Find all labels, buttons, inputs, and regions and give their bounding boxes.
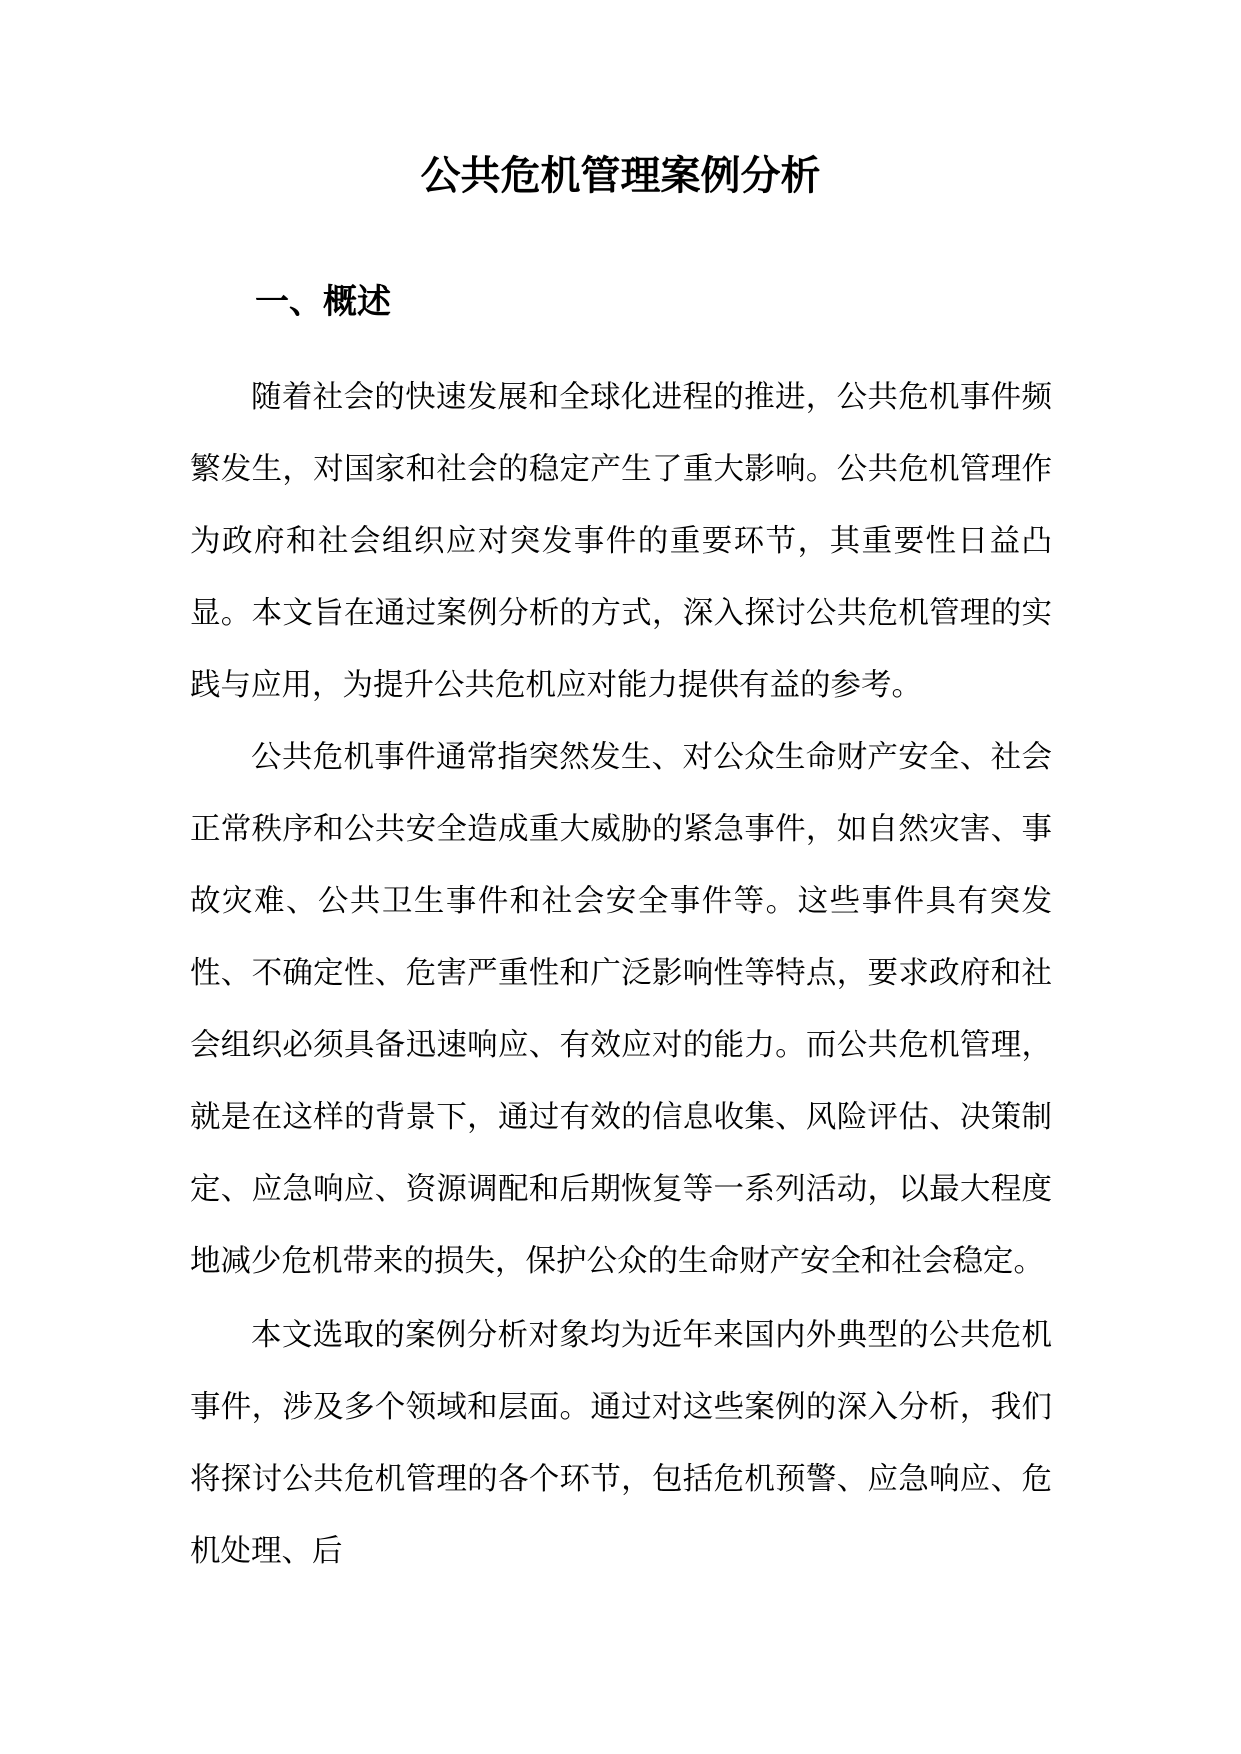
body-paragraph: 随着社会的快速发展和全球化进程的推进，公共危机事件频繁发生，对国家和社会的稳定产生了重大影响。公共危机管理作为政府和社会组织应对突发事件的重要环节，其重要性日益凸显。本文旨在通过案例分析的方式，深入探讨公共危机管理的实践与应用，为提升公共危机应对能力提供有益的参考。 [190, 380, 1052, 703]
body-paragraph: 公共危机事件通常指突然发生、对公众生命财产安全、社会正常秩序和公共安全造成重大威胁的紧急事件，如自然灾害、事故灾难、公共卫生事件和社会安全事件等。这些事件具有突发性、不确定性、危害严重性和广泛影响性等特点，要求政府和社会组织必须具备迅速响应、有效应对的能力。而公共危机管理，就是在这样的背景下，通过有效的信息收集、风险评估、决策制定、应急响应、资源调配和后期恢复等一系列活动，以最大程度地减少危机带来的损失，保护公众的生命财产安全和社会稳定。 [190, 740, 1052, 1279]
body-paragraph: 本文选取的案例分析对象均为近年来国内外典型的公共危机事件，涉及多个领域和层面。通过对这些案例的深入分析，我们将探讨公共危机管理的各个环节，包括危机预警、应急响应、危机处理、后 [190, 1318, 1052, 1569]
document-title: 公共危机管理案例分析 [420, 152, 821, 199]
section-heading: 一、概述 [255, 282, 391, 322]
